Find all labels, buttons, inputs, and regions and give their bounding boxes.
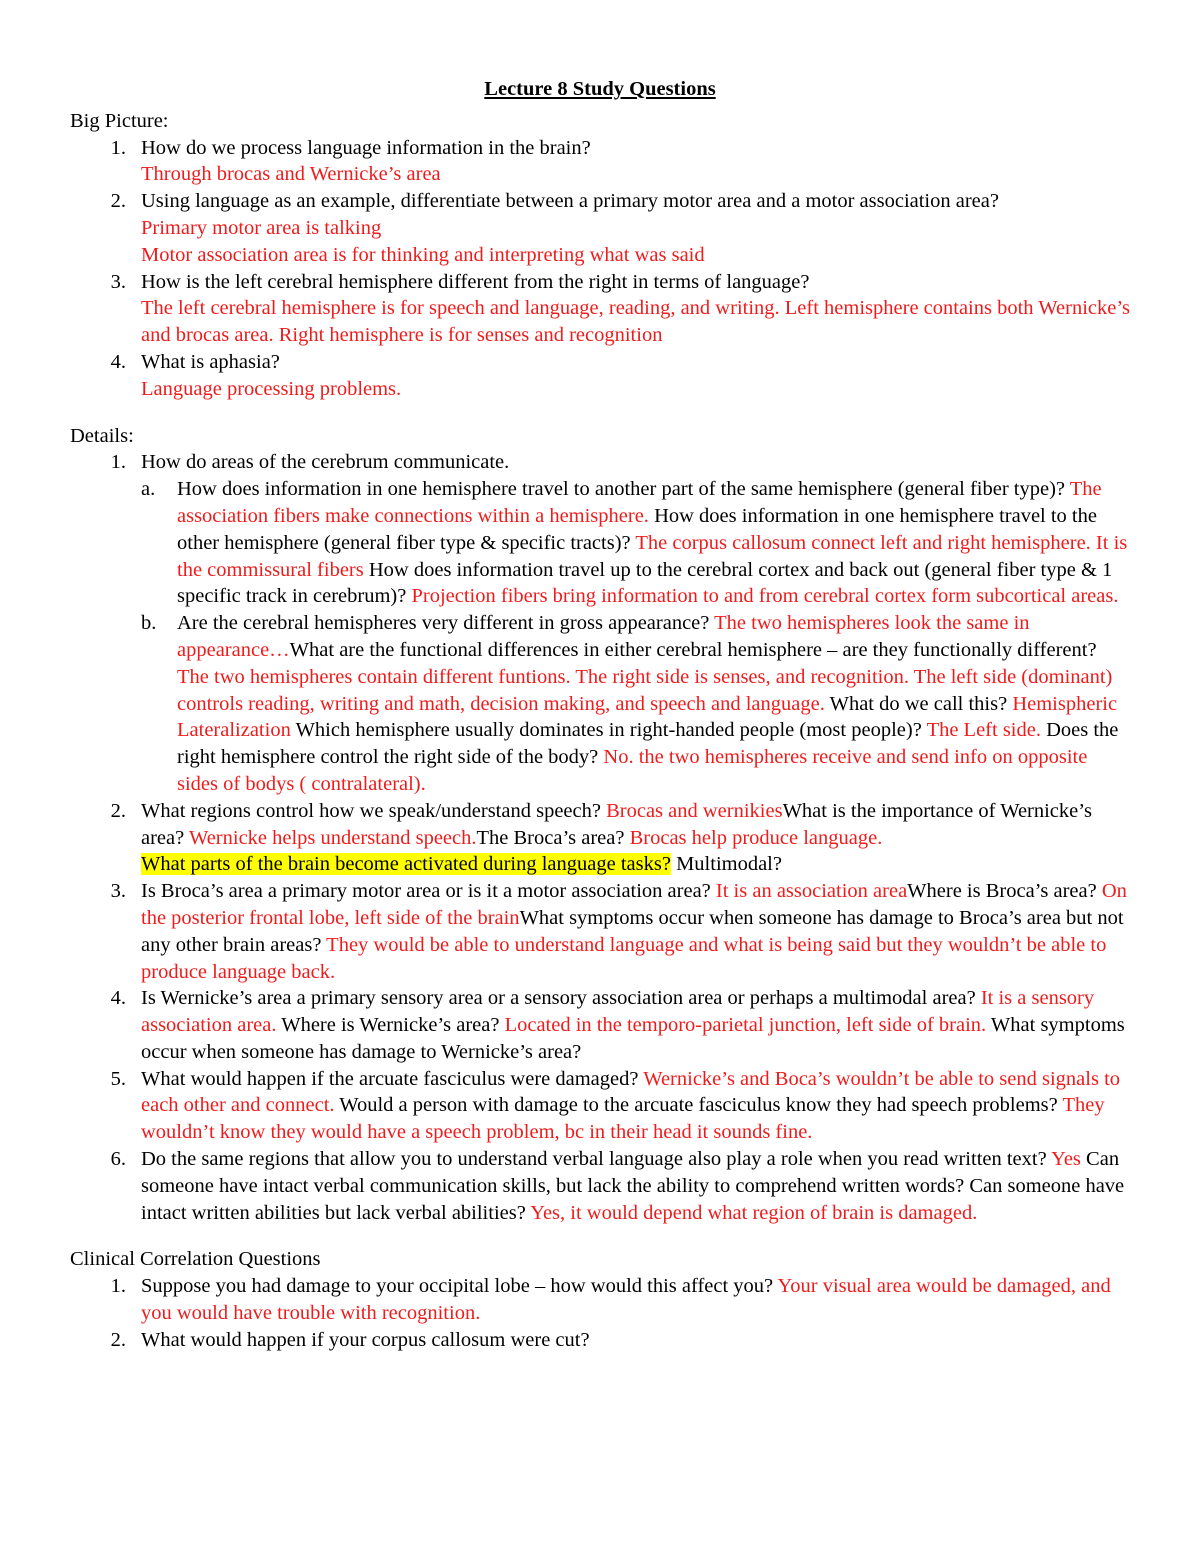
- answer-text: Wernicke helps understand speech.: [188, 826, 477, 849]
- clinical-section: [70, 1246, 1130, 1353]
- question-text: Can someone have intact verbal communication skills, but lack the ability to comprehend written words? Can someone have intact written abilities but lack verbal abilities?: [141, 1148, 1125, 1224]
- list-item: [70, 1327, 1130, 1354]
- item-number: 2.: [110, 1328, 126, 1351]
- question-text: Is Broca’s area a primary motor area or is it a motor association area?: [141, 880, 716, 903]
- list-item: [70, 135, 1130, 189]
- item-number: 6.: [110, 1148, 126, 1171]
- sub-item-letter: a.: [141, 478, 156, 501]
- list-item: [70, 349, 1130, 403]
- question-text: How do we process language information in the brain?: [141, 136, 591, 159]
- section-spacer: [70, 1226, 1130, 1246]
- question-text: What regions control how we speak/understand speech?: [141, 799, 607, 822]
- answer-text: On the posterior frontal lobe, left side of the brain: [141, 880, 1127, 929]
- answer-text: Language processing problems.: [141, 377, 402, 400]
- question-text: Is Wernicke’s area a primary sensory area or a sensory association area or perhaps a multimodal area?: [141, 987, 981, 1010]
- question-text: Do the same regions that allow you to understand verbal language also play a role when you read written text?: [141, 1148, 1052, 1171]
- big-picture-heading: Big Picture:: [70, 109, 169, 132]
- details-heading: Details:: [70, 424, 134, 447]
- question-text: What is the importance of Wernicke’s area?: [141, 799, 1092, 849]
- list-item: [70, 878, 1130, 985]
- answer-text: They would be able to understand language and what is being said but they wouldn’t be able to produce language back.: [141, 933, 1107, 983]
- item-number: 1.: [110, 451, 126, 474]
- question-text: Does the right hemisphere control the right side of the body?: [177, 719, 1119, 769]
- answer-text: No. the two hemispheres receive and send info on opposite sides of bodys ( contralateral).: [177, 746, 1088, 795]
- sub-item-letter: b.: [141, 612, 157, 635]
- question-text: Suppose you had damage to your occipital lobe – how would this affect you?: [141, 1275, 778, 1298]
- list-item: [70, 985, 1130, 1065]
- answer-text: Hemispheric Lateralization: [177, 692, 1118, 742]
- question-text: What is aphasia?: [141, 350, 280, 373]
- list-item: [70, 269, 1130, 349]
- item-number: 3.: [110, 880, 126, 903]
- list-item: [70, 1146, 1130, 1226]
- answer-text: The corpus callosum connect left and right hemisphere. It is the commissural fibers: [177, 531, 1128, 581]
- details-section: [70, 423, 1130, 1227]
- big-picture-section: [70, 108, 1130, 403]
- list-item: [70, 1273, 1130, 1327]
- answer-text: The association fibers make connections within a hemisphere.: [177, 478, 1102, 527]
- question-text: The Broca’s area?: [476, 826, 630, 849]
- answer-text: The two hemispheres contain different funtions. The right side is senses, and recognition. The left side (dominant) controls reading, writing and math, decision making, and speech and language.: [177, 665, 1113, 715]
- question-text: Multimodal?: [670, 853, 782, 876]
- answer-text: Brocas help produce language.: [629, 826, 883, 849]
- answer-text: Motor association area is for thinking and interpreting what was said: [141, 243, 705, 266]
- answer-text: Through brocas and Wernicke’s area: [141, 163, 441, 186]
- question-text: Where is Wernicke’s area?: [276, 1014, 505, 1037]
- question-text: What would happen if your corpus callosum were cut?: [141, 1328, 590, 1351]
- question-text: Which hemisphere usually dominates in right-handed people (most people)?: [290, 719, 927, 742]
- list-item: [70, 1066, 1130, 1146]
- answer-text: Primary motor area is talking: [141, 216, 382, 239]
- answer-text: They wouldn’t know they would have a speech problem, bc in their head it sounds fine.: [141, 1094, 1105, 1144]
- question-text: How do areas of the cerebrum communicate.: [141, 451, 510, 474]
- item-number: 1.: [110, 1275, 126, 1298]
- details-list: [70, 449, 1130, 1226]
- big-picture-list: [70, 135, 1130, 403]
- question-text: Would a person with damage to the arcuate fasciculus know they had speech problems?: [334, 1094, 1063, 1117]
- question-text: How does information in one hemisphere travel to another part of the same hemisphere (general fiber type)?: [177, 478, 1070, 501]
- answer-text: Projection fibers bring information to and from cerebral cortex form subcortical areas.: [411, 585, 1119, 608]
- page-title: Lecture 8 Study Questions: [484, 78, 716, 100]
- item-number: 4.: [110, 350, 126, 373]
- list-item: [70, 798, 1130, 878]
- answer-text: The Left side.: [926, 719, 1041, 742]
- question-text: What symptoms occur when someone has damage to Broca’s area but not any other brain areas?: [141, 906, 1124, 956]
- section-spacer: [70, 403, 1130, 423]
- item-number: 2.: [110, 799, 126, 822]
- answer-text: It is a sensory association area.: [141, 987, 1095, 1037]
- question-text: Where is Broca’s area?: [907, 880, 1102, 903]
- list-item: [70, 449, 1130, 797]
- item-number: 3.: [110, 270, 126, 293]
- question-text: How does information in one hemisphere travel to the other hemisphere (general fiber type & specific tracts)?: [177, 504, 1097, 554]
- question-text: What do we call this?: [824, 692, 1013, 715]
- item-number: 1.: [110, 136, 126, 159]
- item-number: 5.: [110, 1067, 126, 1090]
- item-number: 2.: [110, 190, 126, 213]
- answer-text: Wernicke’s and Boca’s wouldn’t be able to send signals to each other and connect.: [141, 1067, 1121, 1117]
- question-text: What are the functional differences in either cerebral hemisphere – are they functionally different?: [289, 638, 1097, 661]
- question-text: What would happen if the arcuate fasciculus were damaged?: [141, 1067, 644, 1090]
- answer-text: The left cerebral hemisphere is for speech and language, reading, and writing. Left hemisphere contains both Wernicke’s and brocas area. Right hemisphere is for senses and recognition: [141, 297, 1131, 347]
- item-number: 4.: [110, 987, 126, 1010]
- sub-list-item: [141, 476, 1130, 610]
- question-text: Are the cerebral hemispheres very different in gross appearance?: [177, 612, 715, 635]
- answer-text: Brocas and wernikies: [606, 799, 783, 822]
- list-item: [70, 188, 1130, 268]
- answer-text: Yes: [1051, 1148, 1081, 1171]
- clinical-heading: Clinical Correlation Questions: [70, 1248, 321, 1271]
- answer-text: It is an association area: [715, 880, 908, 903]
- answer-text: The two hemispheres look the same in appearance…: [177, 612, 1030, 661]
- sub-list-item: [141, 610, 1130, 798]
- question-text: Using language as an example, differentiate between a primary motor area and a motor association area?: [141, 190, 999, 213]
- highlighted-question: What parts of the brain become activated during language tasks?: [141, 853, 671, 876]
- question-text: How does information travel up to the cerebral cortex and back out (general fiber type & 1 specific track in cerebrum)?: [177, 558, 1113, 608]
- question-text: What symptoms occur when someone has damage to Wernicke’s area?: [141, 1014, 1125, 1063]
- question-text: How is the left cerebral hemisphere different from the right in terms of language?: [141, 270, 810, 293]
- clinical-list: [70, 1273, 1130, 1353]
- answer-text: Located in the temporo-parietal junction, left side of brain.: [504, 1014, 987, 1037]
- answer-text: Your visual area would be damaged, and you would have trouble with recognition.: [141, 1275, 1111, 1325]
- answer-text: Yes, it would depend what region of brain is damaged.: [530, 1201, 978, 1224]
- sub-list: [141, 476, 1130, 798]
